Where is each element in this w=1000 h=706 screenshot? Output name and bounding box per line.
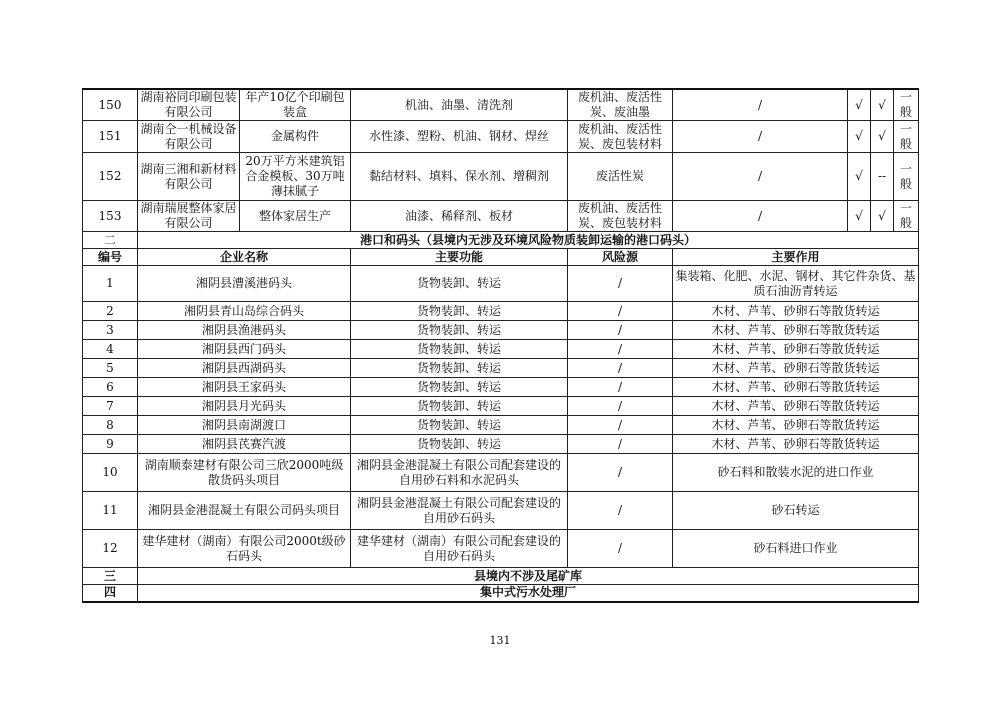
table-row [83,454,919,492]
section-number: 四 [83,585,138,602]
cell-check-2: √ [871,121,894,153]
cell-risk: / [673,89,848,121]
table-row [83,321,919,340]
cell-no: 150 [83,89,138,121]
table-row [83,153,919,201]
cell-name: 湘阴县漕溪港码头 [138,266,351,302]
cell-check-2: √ [871,89,894,121]
header-row [83,249,919,266]
table-row [83,340,919,359]
cell-function: 货物装卸、转运 [351,397,568,416]
cell-name: 湘阴县月光码头 [138,397,351,416]
cell-waste: 废机油、废活性炭、废包装材料 [568,201,673,232]
cell-role: 木材、芦苇、砂卵石等散货转运 [673,340,919,359]
cell-no: 12 [83,530,138,568]
cell-waste: 废机油、废活性炭、废油墨 [568,89,673,121]
cell-risk: / [568,266,673,302]
cell-no: 2 [83,302,138,321]
table-row [83,435,919,454]
table-row [83,530,919,568]
cell-function: 货物装卸、转运 [351,321,568,340]
cell-risk: / [673,121,848,153]
cell-role: 木材、芦苇、砂卵石等散货转运 [673,321,919,340]
cell-check-1: √ [848,153,871,201]
cell-check-1: √ [848,201,871,232]
cell-name: 湘阴县渔港码头 [138,321,351,340]
section-row [83,585,919,602]
header-function: 主要功能 [351,249,568,266]
cell-risk: / [568,530,673,568]
cell-name: 湘阴县芪赛汽渡 [138,435,351,454]
cell-no: 7 [83,397,138,416]
header-risk: 风险源 [568,249,673,266]
cell-product: 20万平方米建筑铝合金模板、30万吨薄抹腻子 [240,153,351,201]
section-title: 集中式污水处理厂 [138,585,919,602]
cell-name: 湘阴县西门码头 [138,340,351,359]
cell-no: 5 [83,359,138,378]
data-table [82,88,919,603]
cell-level: 一般 [894,121,919,153]
cell-risk: / [568,321,673,340]
table-row [83,266,919,302]
cell-function: 货物装卸、转运 [351,266,568,302]
table-row [83,201,919,232]
cell-function: 货物装卸、转运 [351,302,568,321]
cell-no: 152 [83,153,138,201]
cell-product: 年产10亿个印刷包装盒 [240,89,351,121]
cell-risk: / [568,454,673,492]
cell-role: 集装箱、化肥、水泥、钢材、其它件杂货、基质石油沥青转运 [673,266,919,302]
cell-risk: / [568,378,673,397]
cell-function: 货物装卸、转运 [351,340,568,359]
cell-check-2: -- [871,153,894,201]
section-row [83,232,919,249]
cell-check-1: √ [848,89,871,121]
cell-product: 金属构件 [240,121,351,153]
table-row [83,378,919,397]
cell-name: 湖南瑞展整体家居有限公司 [138,201,240,232]
cell-risk: / [568,359,673,378]
section-title: 县境内不涉及尾矿库 [138,568,919,585]
cell-product: 整体家居生产 [240,201,351,232]
cell-name: 湘阴县金港混凝土有限公司码头项目 [138,492,351,530]
cell-name: 湖南仝一机械设备有限公司 [138,121,240,153]
section-title: 港口和码头（县境内无涉及环境风险物质装卸运输的港口码头） [138,232,919,249]
cell-function: 货物装卸、转运 [351,435,568,454]
cell-name: 湖南顺泰建材有限公司三欣2000吨级散货码头项目 [138,454,351,492]
cell-name: 湘阴县西湖码头 [138,359,351,378]
table-row [83,359,919,378]
cell-risk: / [568,397,673,416]
cell-name: 湘阴县王家码头 [138,378,351,397]
table-row [83,416,919,435]
section-number: 二 [83,232,138,249]
cell-level: 一般 [894,89,919,121]
cell-role: 砂石转运 [673,492,919,530]
cell-role: 木材、芦苇、砂卵石等散货转运 [673,359,919,378]
cell-no: 6 [83,378,138,397]
cell-materials: 油漆、稀释剂、板材 [351,201,568,232]
cell-no: 9 [83,435,138,454]
cell-function: 货物装卸、转运 [351,378,568,397]
cell-name: 湘阴县南湖渡口 [138,416,351,435]
header-role: 主要作用 [673,249,919,266]
cell-risk: / [568,416,673,435]
cell-no: 10 [83,454,138,492]
cell-check-2: √ [871,201,894,232]
cell-risk: / [673,201,848,232]
cell-role: 砂石料和散装水泥的进口作业 [673,454,919,492]
header-name: 企业名称 [138,249,351,266]
cell-level: 一般 [894,153,919,201]
section-number: 三 [83,568,138,585]
table-row [83,89,919,121]
cell-name: 建华建材（湖南）有限公司2000t级砂石码头 [138,530,351,568]
cell-no: 4 [83,340,138,359]
cell-no: 1 [83,266,138,302]
cell-materials: 机油、油墨、清洗剂 [351,89,568,121]
cell-role: 木材、芦苇、砂卵石等散货转运 [673,435,919,454]
cell-function: 湘阴县金港混凝土有限公司配套建设的自用砂石料和水泥码头 [351,454,568,492]
cell-role: 木材、芦苇、砂卵石等散货转运 [673,378,919,397]
cell-name: 湘阴县青山岛综合码头 [138,302,351,321]
cell-risk: / [568,492,673,530]
cell-role: 砂石料进口作业 [673,530,919,568]
table-row [83,397,919,416]
cell-role: 木材、芦苇、砂卵石等散货转运 [673,397,919,416]
cell-no: 151 [83,121,138,153]
cell-materials: 水性漆、塑粉、机油、钢材、焊丝 [351,121,568,153]
cell-role: 木材、芦苇、砂卵石等散货转运 [673,416,919,435]
cell-waste: 废活性炭 [568,153,673,201]
table-row [83,121,919,153]
cell-function: 湘阴县金港混凝土有限公司配套建设的自用砂石码头 [351,492,568,530]
cell-level: 一般 [894,201,919,232]
cell-materials: 黏结材料、填料、保水剂、增稠剂 [351,153,568,201]
table-row [83,492,919,530]
cell-risk: / [568,340,673,359]
cell-no: 153 [83,201,138,232]
page-number: 131 [489,634,511,647]
cell-risk: / [568,435,673,454]
cell-check-1: √ [848,121,871,153]
cell-no: 8 [83,416,138,435]
cell-risk: / [568,302,673,321]
cell-function: 建华建材（湖南）有限公司配套建设的自用砂石码头 [351,530,568,568]
cell-function: 货物装卸、转运 [351,359,568,378]
cell-risk: / [673,153,848,201]
cell-role: 木材、芦苇、砂卵石等散货转运 [673,302,919,321]
section-row [83,568,919,585]
cell-name: 湖南三湘和新材料有限公司 [138,153,240,201]
cell-name: 湖南裕同印刷包装有限公司 [138,89,240,121]
header-no: 编号 [83,249,138,266]
table-row [83,302,919,321]
cell-no: 11 [83,492,138,530]
cell-function: 货物装卸、转运 [351,416,568,435]
cell-waste: 废机油、废活性炭、废包装材料 [568,121,673,153]
cell-no: 3 [83,321,138,340]
